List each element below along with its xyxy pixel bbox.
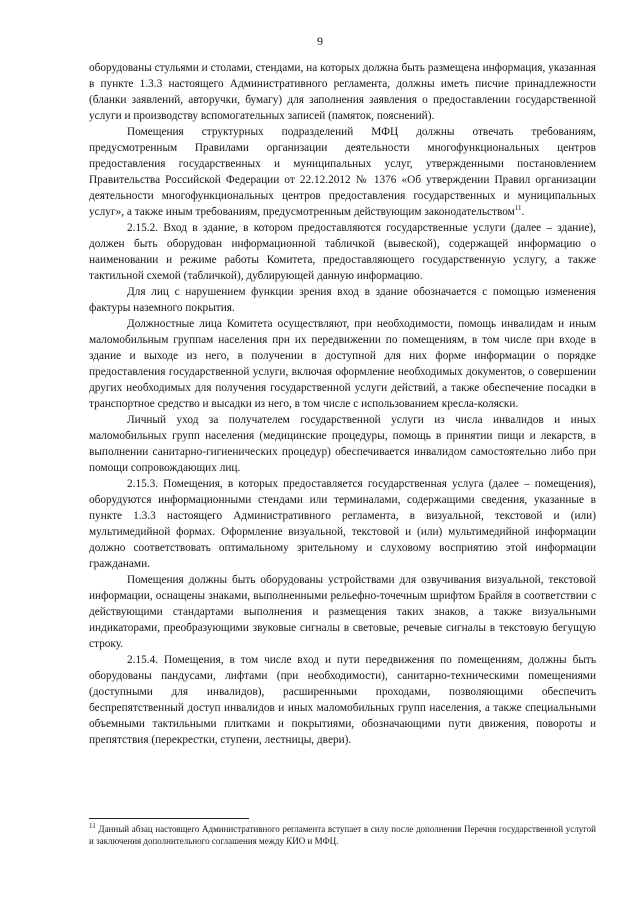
footnote-reference: 11: [514, 204, 522, 213]
paragraph-text: Помещения структурных подразделений МФЦ должны отвечать требованиям, предусмотренным Правилами организации деятельности многофункциональных центров предоставления государственных и муниципальных услуг, утвержденными постановлением Правительства Российской Федерации от 22.12.2012 № 1376 «Об утверждении Правил организации деятельности многофункциональных центров предоставления государственных и муниципальных услуг», а также иным требованиям, предусмотренным действующим законодательством: [89, 126, 596, 218]
paragraph-personal-care: Личный уход за получателем государственной услуги из числа инвалидов и иных маломобильных групп населения (медицинские процедуры, помощь в принятии пищи и лекарств, в выполнении санитарно-гигиенических процедур) обеспечивается инвалидом самостоятельно либо при помощи сопровождающих лиц.: [89, 414, 596, 474]
footnote-text: Данный абзац настоящего Административного регламента вступает в силу после дополнения Перечня государственной услугой и заключения дополнительного соглашения между КИО и МФЦ.: [89, 824, 596, 846]
paragraph-end-punctuation: .: [521, 206, 525, 218]
paragraph-2-15-4: 2.15.4. Помещения, в том числе вход и пути передвижения по помещениям, должны быть оборудованы пандусами, лифтами (при необходимости), санитарно-техническими помещениями (доступными для инвалидов), расширенными проходами, позволяющими обеспечить беспрепятственный доступ инвалидов и иных маломобильных групп населения, а также специальными объемными тактильными плитками и покрытиями, обозначающими пути движения, повороты и препятствия (перекрестки, ступени, лестницы, двери).: [89, 654, 596, 746]
paragraph-equipment: Помещения должны быть оборудованы устройствами для озвучивания визуальной, текстовой информации, оснащены знаками, выполненными рельефно-точечным шрифтом Брайля в соответствии с действующими стандартами выполнения и размещения таких знаков, а также визуальными индикаторами, преобразующими звуковые сигналы в световые, речевые сигналы в текстовую бегущую строку.: [89, 574, 596, 650]
paragraph-mfc-requirements: [89, 124, 596, 220]
paragraph-officials-assistance: Должностные лица Комитета осуществляют, при необходимости, помощь инвалидам и иным маломобильным группам населения при их передвижении по помещениям, в том числе при входе в здание и выходе из него, в получении в доступной для них форме информации о порядке предоставления государственной услуги, включая оформление необходимых документов, о совершении других необходимых для получения государственной услуги действий, а также обеспечение посадки в транспортное средство и высадки из него, в том числе с использованием кресла-коляски.: [89, 318, 596, 410]
footnote-separator: [89, 818, 249, 819]
document-body: [89, 60, 596, 748]
footnote-marker: 11: [89, 822, 96, 830]
paragraph-2-15-3: 2.15.3. Помещения, в которых предоставляется государственная услуга (далее – помещения), оборудуются информационными стендами или терминалами, содержащими сведения, указанные в пункте 1.3.3 настоящего Административного регламента, в визуальной, текстовой и (или) мультимедийной формах. Оформление визуальной, текстовой и (или) мультимедийной информации должно соответствовать оптимальному зрительному и слуховому восприятию этой информации гражданами.: [89, 478, 596, 570]
page-number: 9: [317, 34, 323, 48]
paragraph-2-15-2: 2.15.2. Вход в здание, в котором предоставляются государственные услуги (далее – здание), должен быть оборудован информационной табличкой (вывеской), содержащей информацию о наименовании и режиме работы Комитета, предоставляющего государственную услугу, а также тактильной схемой (табличкой), дублирующей данную информацию.: [89, 222, 596, 282]
paragraph-vision-impaired: Для лиц с нарушением функции зрения вход в здание обозначается с помощью изменения фактуры наземного покрытия.: [89, 286, 596, 314]
footnote: [89, 823, 596, 847]
paragraph-continuation: оборудованы стульями и столами, стендами, на которых должна быть размещена информация, указанная в пункте 1.3.3 настоящего Административного регламента, должны иметь писчие принадлежности (бланки заявлений, авторучки, бумагу) для заполнения заявления о предоставлении государственной услуги и производству вспомогательных записей (памяток, пояснений).: [89, 62, 596, 122]
